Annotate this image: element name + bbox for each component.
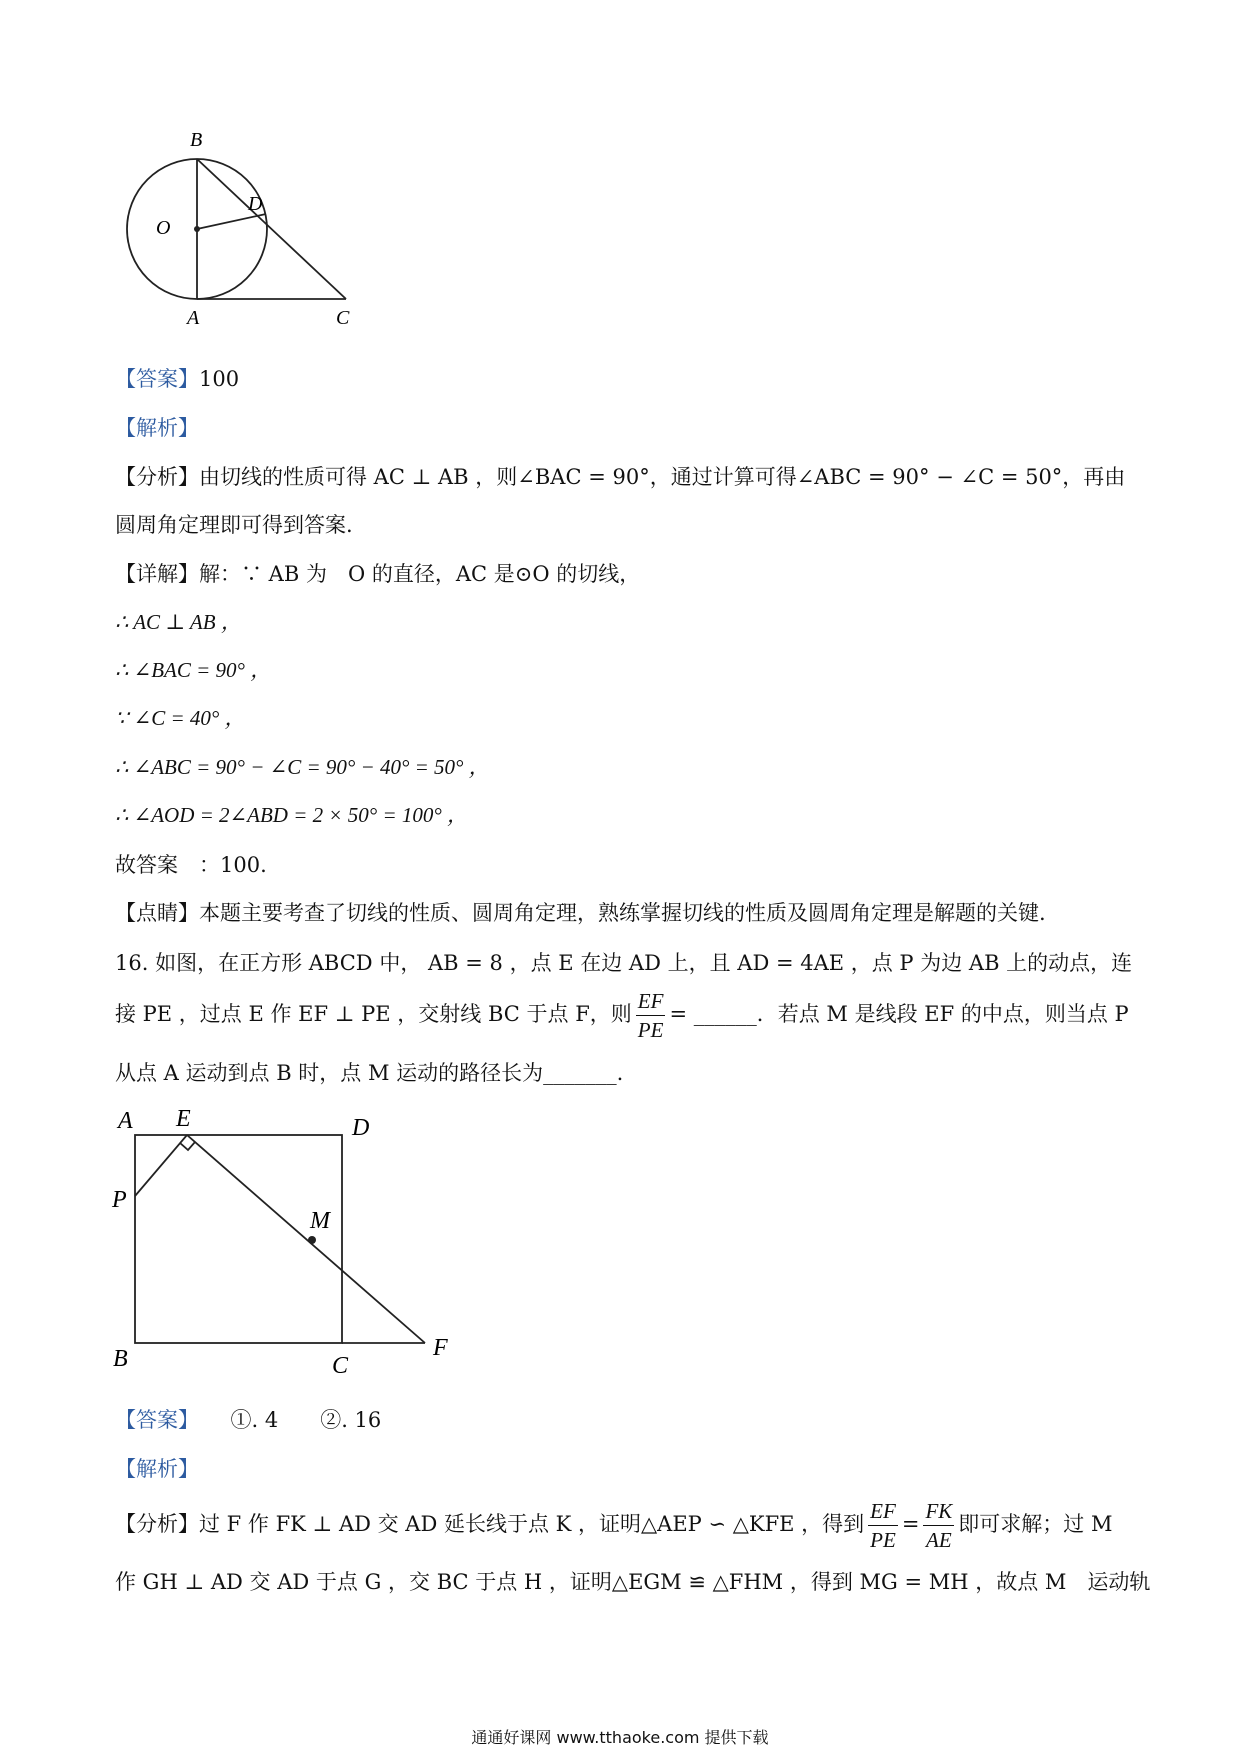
dianjing-15 xyxy=(115,898,1135,928)
fenxi-16-line-2 xyxy=(115,1567,1151,1597)
fenxi-16-line-1 xyxy=(115,1497,1135,1554)
fraction-fk-ae xyxy=(923,1497,954,1554)
step-6 xyxy=(115,850,1135,880)
fenxi-15-line-1 xyxy=(115,462,1135,492)
answer-tag: 【答案】 xyxy=(115,367,199,391)
label-b: B xyxy=(190,129,203,151)
label-a: A xyxy=(118,1108,133,1134)
problem-16-text-3: 从点 A 运动到点 B 时，点 M 运动的路径长为_______. xyxy=(115,1061,624,1085)
fenxi-15-line-2 xyxy=(115,510,1135,540)
segment-pe xyxy=(135,1135,187,1196)
step-3-text: ∵ ∠C = 40° ， xyxy=(115,706,246,730)
problem-16-line-2 xyxy=(115,987,1135,1044)
problem-16-text-2b: = ______．若点 M 是线段 EF 的中点，则当点 P xyxy=(669,1002,1129,1026)
fraction-2-numerator: FK xyxy=(923,1497,954,1526)
fraction-ef-pe-2 xyxy=(868,1497,898,1554)
fenxi-16-text-2: 作 GH ⊥ AD 交 AD 于点 G ，交 BC 于点 H ，证明△EGM ≌ △FHM ，得到 MG = MH ，故点 M 运动轨 xyxy=(115,1570,1151,1594)
step-6-text: 故答案 ：100. xyxy=(115,853,267,877)
label-a: A xyxy=(187,307,200,329)
equals-sign: = xyxy=(901,1512,920,1536)
fraction-2-denominator: AE xyxy=(926,1528,952,1552)
center-point-o xyxy=(194,226,200,232)
label-e: E xyxy=(176,1106,191,1132)
step-4 xyxy=(115,752,1135,782)
xiangjie-tag: 【详解】 xyxy=(115,562,199,586)
dianjing-text: 本题主要考查了切线的性质、圆周角定理，熟练掌握切线的性质及圆周角定理是解题的关键. xyxy=(199,901,1046,925)
answer-16-value: ①. 4 ②. 16 xyxy=(230,1408,382,1432)
jiexi-16 xyxy=(115,1454,1135,1484)
label-d: D xyxy=(248,193,263,215)
xiangjie-15-intro xyxy=(115,559,1135,589)
fraction-1-denominator: PE xyxy=(870,1528,896,1552)
problem-16-text-2a: 接 PE ，过点 E 作 EF ⊥ PE ，交射线 BC 于点 F，则 xyxy=(115,1002,632,1026)
segment-ef xyxy=(187,1135,425,1343)
fenxi-text-2: 圆周角定理即可得到答案. xyxy=(115,513,353,537)
label-f: F xyxy=(433,1335,448,1361)
step-2-text: ∴ ∠BAC = 90° ， xyxy=(115,658,272,682)
midpoint-m xyxy=(308,1236,316,1244)
square-figure xyxy=(100,1100,470,1380)
footer-text: 通通好课网 www.tthaoke.com 提供下载 xyxy=(471,1728,769,1747)
label-d: D xyxy=(352,1115,370,1141)
fenxi-16-tag: 【分析】 xyxy=(115,1512,199,1536)
fenxi-16-text-1b: 即可求解；过 M xyxy=(958,1512,1113,1536)
fenxi-text-1: 由切线的性质可得 AC ⊥ AB ，则∠BAC = 90°，通过计算可得∠ABC = 90° − ∠C = 50°，再由 xyxy=(199,465,1126,489)
step-4-text: ∴ ∠ABC = 90° − ∠C = 90° − 40° = 50° ， xyxy=(115,755,490,779)
fraction-numerator: EF xyxy=(636,987,666,1016)
right-angle-mark xyxy=(180,1142,195,1150)
fenxi-16-text-1a: 过 F 作 FK ⊥ AD 交 AD 延长线于点 K ，证明△AEP ∽ △KFE ，得到 xyxy=(199,1512,865,1536)
label-c: C xyxy=(336,307,350,329)
answer-15 xyxy=(115,364,1135,394)
fraction-ef-pe xyxy=(636,987,666,1044)
page-footer xyxy=(0,1727,1240,1749)
fenxi-tag: 【分析】 xyxy=(115,465,199,489)
jiexi-15 xyxy=(115,413,1135,443)
label-c: C xyxy=(332,1353,349,1379)
label-b: B xyxy=(113,1346,128,1372)
answer-16 xyxy=(115,1405,1135,1435)
label-o: O xyxy=(156,217,171,239)
answer-value: 100 xyxy=(199,367,240,391)
line-bc xyxy=(197,159,346,299)
fraction-denominator: PE xyxy=(637,1018,664,1042)
problem-16-text-1: 16. 如图，在正方形 ABCD 中， AB = 8 ，点 E 在边 AD 上，且 AD = 4AE ，点 P 为边 AB 上的动点，连 xyxy=(115,951,1133,975)
step-1-text: ∴ AC ⊥ AB ， xyxy=(115,610,242,634)
jiexi-16-tag: 【解析】 xyxy=(115,1457,199,1481)
xiangjie-intro: 解：∵ AB 为 O 的直径，AC 是⊙O 的切线， xyxy=(199,562,641,586)
step-1 xyxy=(115,607,1135,637)
step-5-text: ∴ ∠AOD = 2∠ABD = 2 × 50° = 100° ， xyxy=(115,803,469,827)
circle-tangent-figure xyxy=(100,120,400,335)
step-3 xyxy=(115,703,1135,733)
radius-od xyxy=(197,214,266,229)
label-p: P xyxy=(112,1187,127,1213)
problem-16-line-1 xyxy=(115,948,1135,978)
problem-16-line-3 xyxy=(115,1058,1135,1088)
label-m: M xyxy=(310,1208,330,1234)
answer-16-tag: 【答案】 xyxy=(115,1408,189,1432)
step-2 xyxy=(115,655,1135,685)
jiexi-tag: 【解析】 xyxy=(115,416,199,440)
dianjing-tag: 【点睛】 xyxy=(115,901,199,925)
step-5 xyxy=(115,800,1135,830)
fraction-1-numerator: EF xyxy=(868,1497,898,1526)
